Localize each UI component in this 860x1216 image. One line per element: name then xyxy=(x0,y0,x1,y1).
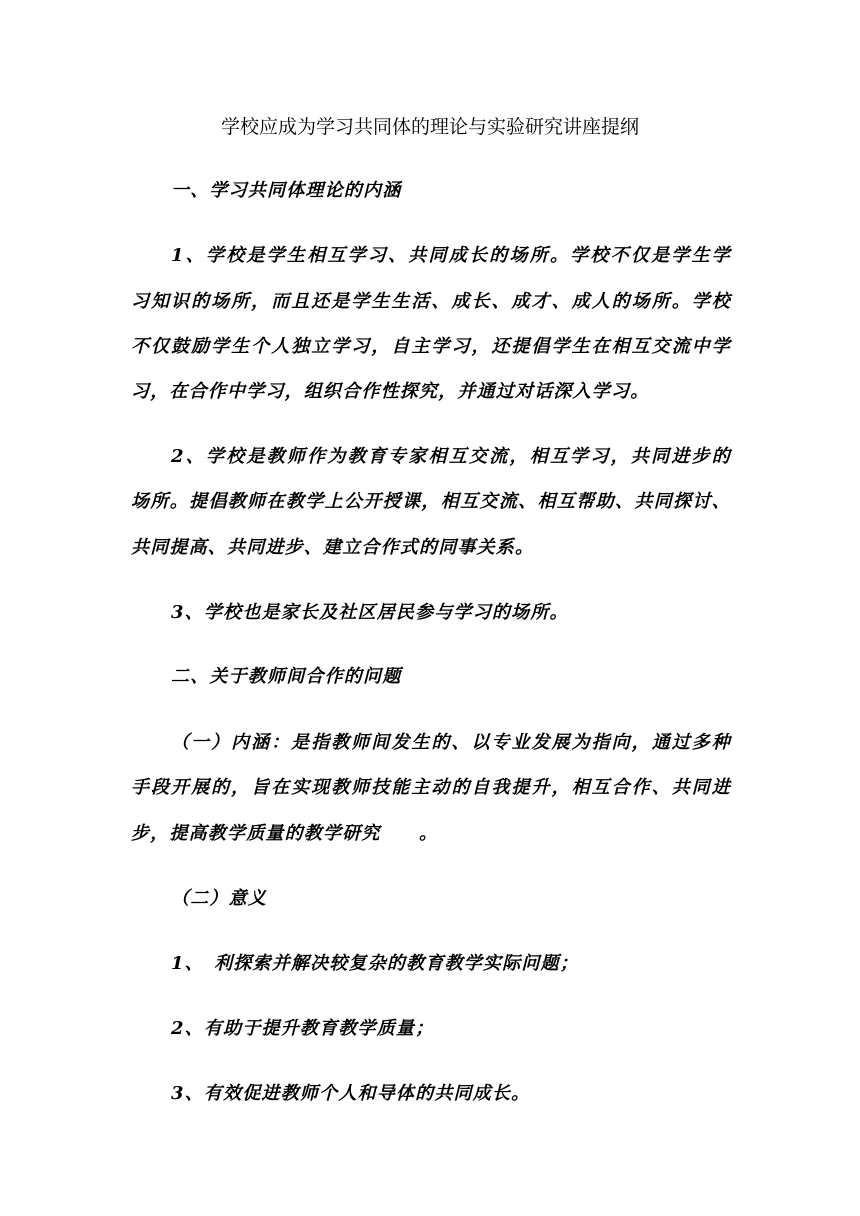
paragraph-line: 不仅鼓励学生个人独立学习，自主学习，还提倡学生在相互交流中学 xyxy=(131,336,731,357)
section-heading-1: 一、学习共同体理论的内涵 xyxy=(171,180,402,201)
paragraph-line: 习，在合作中学习，组织合作性探究，并通过对话深入学习。 xyxy=(131,381,650,402)
list-item: 2、有助于提升教育教学质量； xyxy=(171,1018,435,1039)
paragraph-line: 1、学校是学生相互学习、共同成长的场所。学校不仅是学生学 xyxy=(171,245,731,266)
list-item: 1、 利探索并解决较复杂的教育教学实际问题； xyxy=(171,953,579,974)
paragraph-line: 场所。提倡教师在教学上公开授课，相互交流、相互帮助、共同探讨、 xyxy=(131,491,731,512)
paragraph-line: 习知识的场所，而且还是学生生活、成长、成才、成人的场所。学校 xyxy=(131,291,731,312)
paragraph-line: 共同提高、共同进步、建立合作式的同事关系。 xyxy=(131,537,535,558)
paragraph-line: 步，提高教学质量的教学研究 。 xyxy=(131,823,439,844)
paragraph-line: 手段开展的，旨在实现教师技能主动的自我提升，相互合作、共同进 xyxy=(131,777,731,798)
document-title: 学校应成为学习共同体的理论与实验研究讲座提纲 xyxy=(220,116,639,138)
paragraph-line: 2、学校是教师作为教育专家相互交流，相互学习，共同进步的 xyxy=(171,446,731,467)
subsection-heading: （二）意义 xyxy=(171,888,267,909)
list-item: 3、有效促进教师个人和导体的共同成长。 xyxy=(171,1083,531,1104)
section-heading-2: 二、关于教师间合作的问题 xyxy=(171,666,402,687)
paragraph-line: （一）内涵：是指教师间发生的、以专业发展为指向，通过多种 xyxy=(171,732,731,753)
paragraph-line: 3、学校也是家长及社区居民参与学习的场所。 xyxy=(171,602,569,623)
